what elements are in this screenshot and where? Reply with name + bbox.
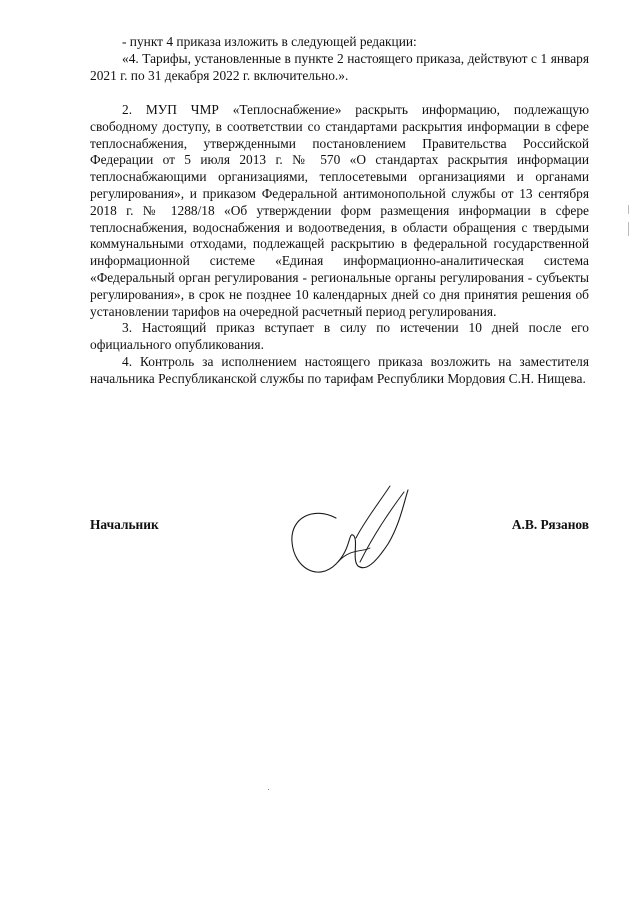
scan-speck — [268, 789, 269, 790]
order-item-4: 4. Контроль за исполнением настоящего приказа возложить на заместителя начальника Республиканской службы по тарифам Республики Мордовия С.Н. Нищева. — [90, 353, 589, 386]
signatory-position: Начальник — [90, 517, 159, 532]
amendment-quote: «4. Тарифы, установленные в пункте 2 настоящего приказа, действуют с 1 января 2021 г. по 31 декабря 2022 г. включительно.». — [90, 50, 589, 83]
order-items — [90, 102, 589, 388]
scan-edge-mark — [628, 222, 629, 236]
signatory-name: А.В. Рязанов — [511, 517, 589, 532]
scan-edge-mark — [628, 205, 629, 214]
handwritten-signature — [278, 478, 418, 596]
order-item-3: 3. Настоящий приказ вступает в силу по истечении 10 дней после его официального опубликования. — [90, 320, 589, 353]
amendment-lead: - пункт 4 приказа изложить в следующей редакции: — [122, 34, 417, 49]
order-item-2: 2. МУП ЧМР «Теплоснабжение» раскрыть информацию, подлежащую свободному доступу, в соответствии со стандартами раскрытия информации в сфере теплоснабжения, утвержденными постановлением Правительства Российской Федерации от 5 июля 2013 г. № 570 «О стандартах раскрытия информации теплоснабжающими организациями, теплосетевыми организациями и органами регулирования», и приказом Федеральной антимонопольной службы от 13 сентября 2018 г. № 1288/18 «Об утверждении форм размещения информации в сфере теплоснабжения, водоснабжения и водоотведения, в области обращения с твердыми коммунальными отходами, подлежащей раскрытию в федеральной государственной информационной системе «Единая информационно-аналитическая система «Федеральный орган регулирования - региональные органы регулирования - субъекты регулирования», в срок не позднее 10 календарных дней со дня принятия решения об установлении тарифов на очередной расчетный период регулирования. — [90, 102, 589, 319]
amendment-block — [90, 34, 589, 84]
